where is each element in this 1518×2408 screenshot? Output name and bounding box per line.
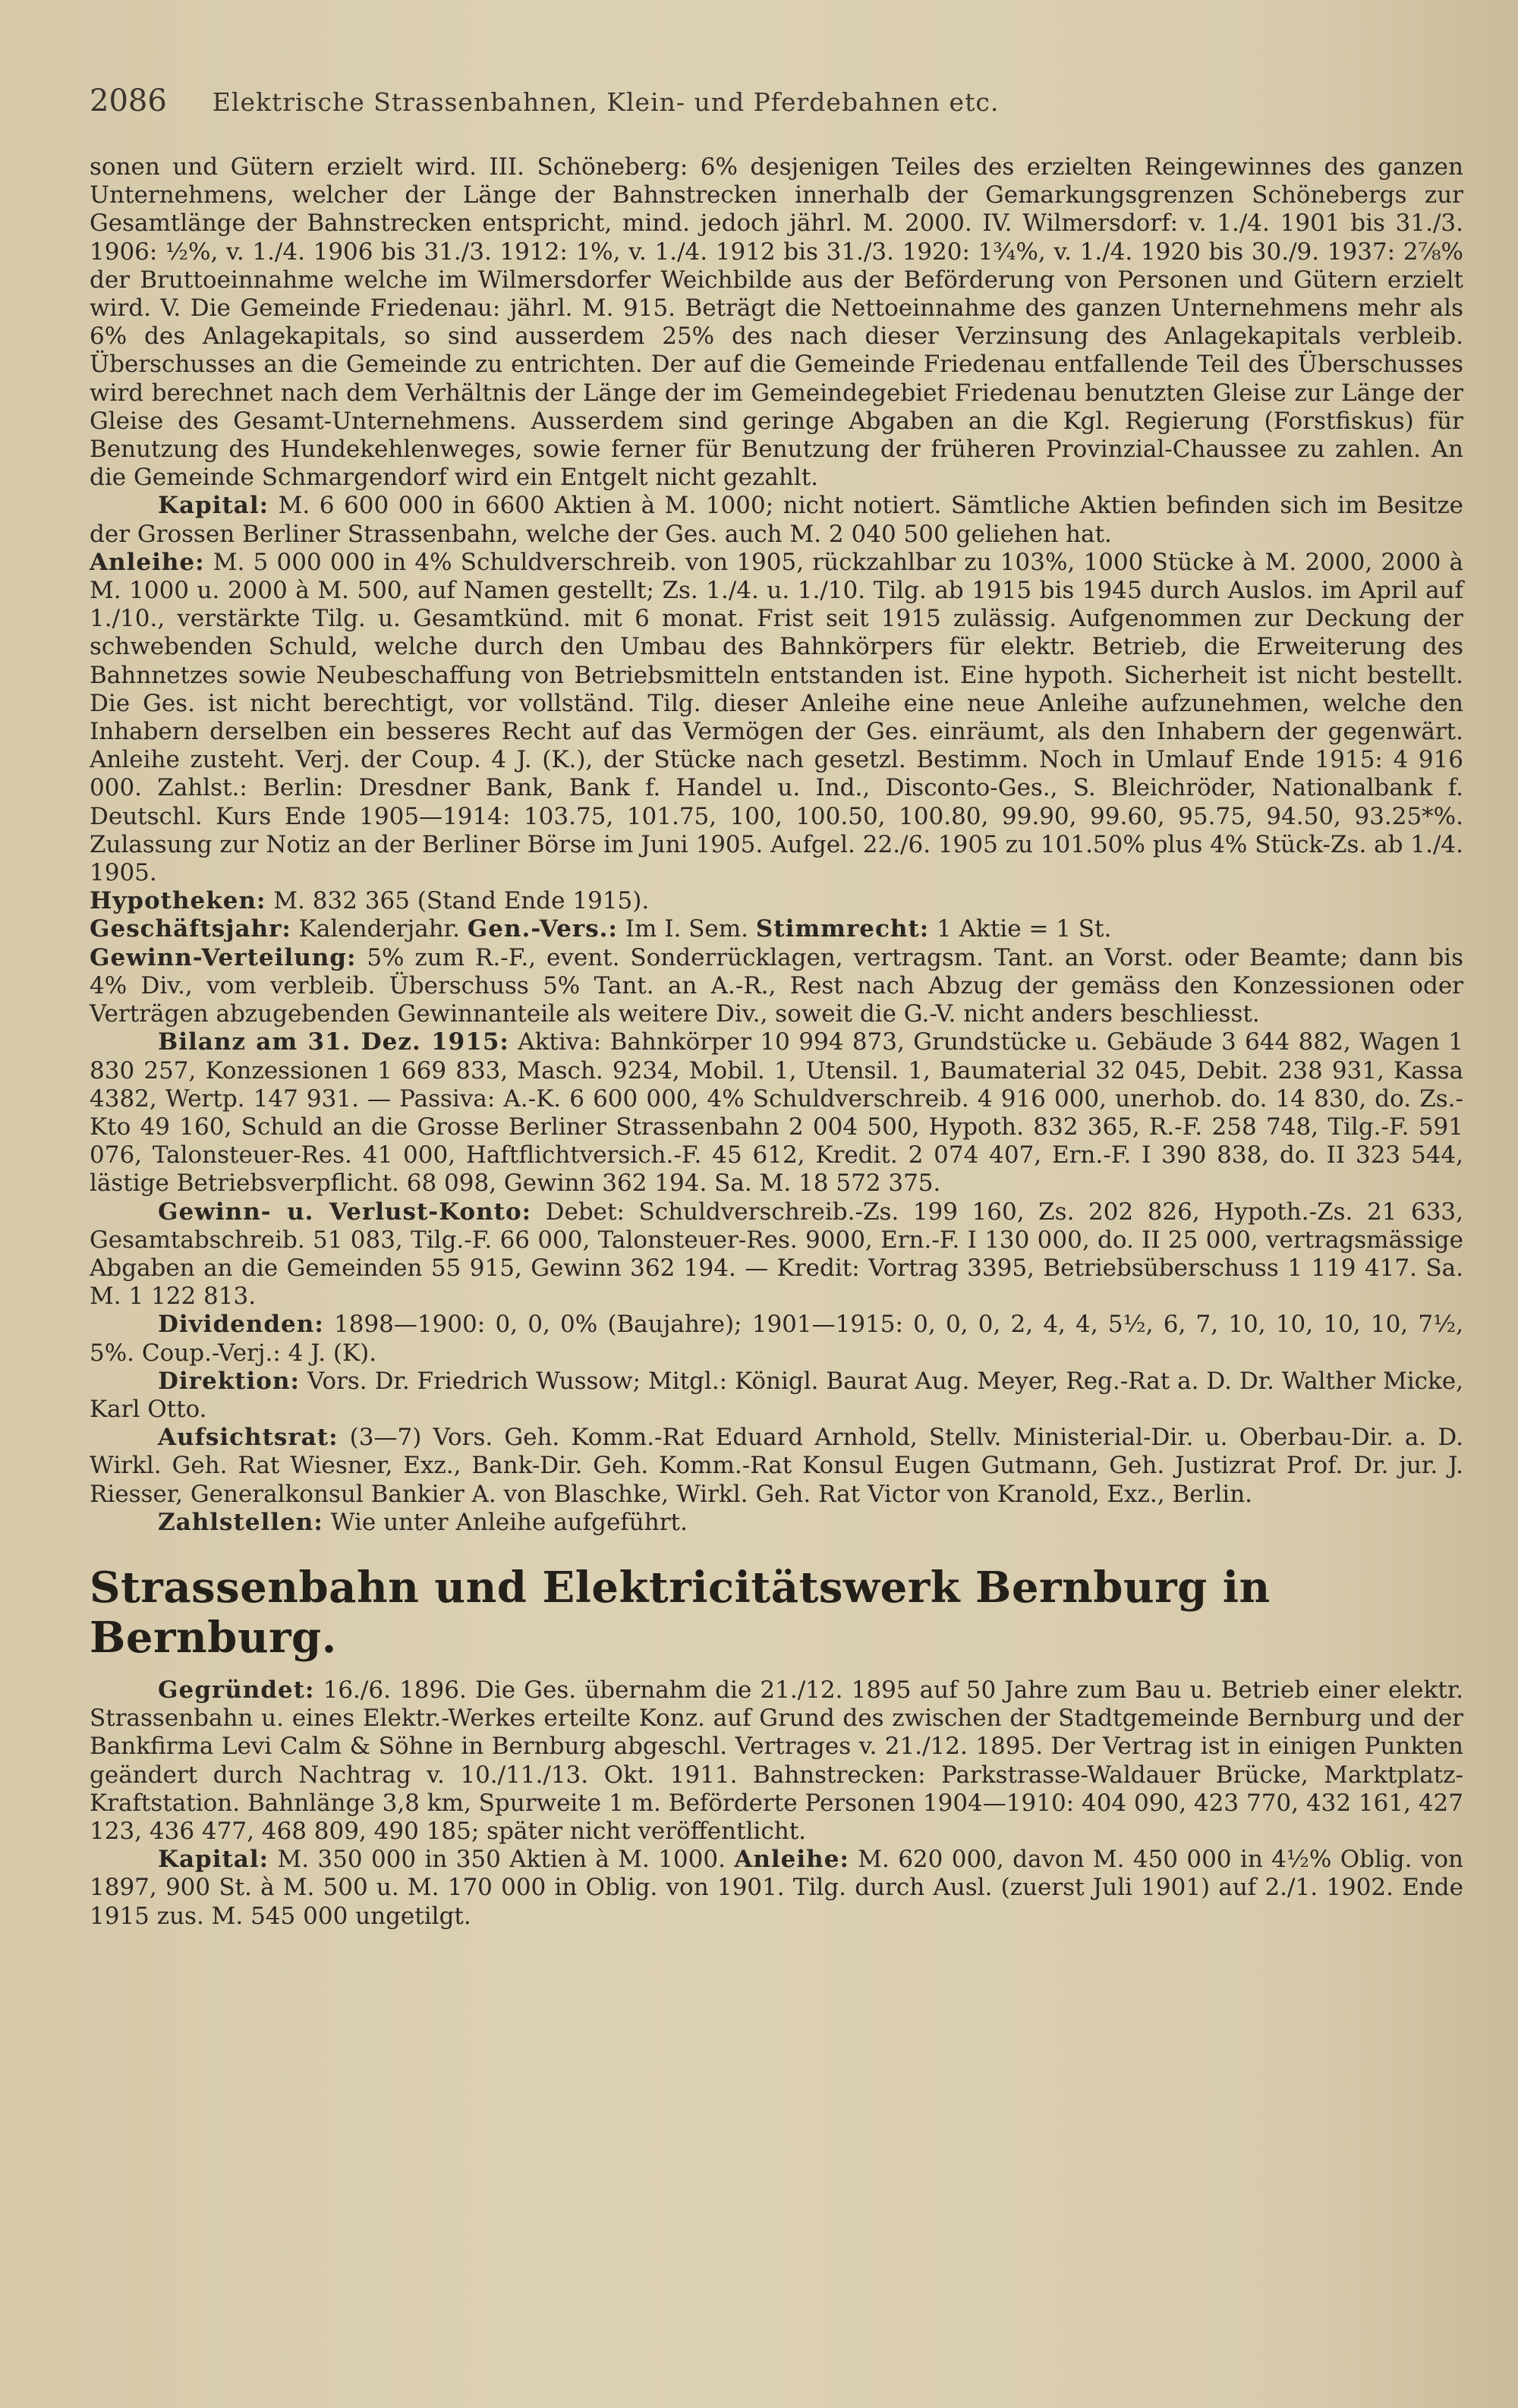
geschaeftsjahr-label: Geschäftsjahr: (90, 915, 291, 943)
dividenden-label: Dividenden: (158, 1311, 324, 1339)
guv-text: Debet: Schuldverschreib.-Zs. 199 160, Zs. 202 826, Hypoth.-Zs. 21 633, Gesamtabschreib. 51 083, Tilg.-F. 66 000, Talonsteuer-Res. 9000, Ern.-F. I 130 000, do. II 25 000, vertragsmässige Abgaben an die Gemeinden 55 915, Gewinn 362 194. — Kredit: Vortrag 3395, Betriebsüberschuss 1 119 417. Sa. M. 1 122 813. (90, 1198, 1463, 1311)
aufsichtsrat-text: (3—7) Vors. Geh. Komm.-Rat Eduard Arnhold, Stellv. Ministerial-Dir. u. Oberbau-Dir. a. D. Wirkl. Geh. Rat Wiesner, Exz., Bank-Dir. Geh. Komm.-Rat Konsul Eugen Gutmann, Geh. Justizrat Prof. Dr. jur. J. Riesser, Generalkonsul Bankier A. von Blaschke, Wirkl. Geh. Rat Victor von Kranold, Exz., Berlin. (90, 1424, 1463, 1508)
hypotheken-label: Hypotheken: (90, 887, 266, 915)
kapital-paragraph (90, 492, 1463, 548)
hypotheken-text: M. 832 365 (Stand Ende 1915). (273, 887, 650, 915)
zahlstellen-text: Wie unter Anleihe aufgeführt. (330, 1508, 688, 1536)
gv-text: Im I. Sem. (625, 915, 749, 943)
anleihe-paragraph (90, 549, 1463, 887)
hypotheken-paragraph (90, 887, 1463, 915)
dividenden-text: 1898—1900: 0, 0, 0% (Baujahre); 1901—1915: 0, 0, 0, 2, 4, 4, 5½, 6, 7, 10, 10, 10, 10, 7½, 5%. Coup.-Verj.: 4 J. (K). (90, 1311, 1463, 1367)
bilanz-text: Aktiva: Bahnkörper 10 994 873, Grundstücke u. Gebäude 3 644 882, Wagen 1 830 257, Konzessionen 1 669 833, Masch. 9234, Mobil. 1, Utensil. 1, Baumaterial 32 045, Debit. 238 931, Kassa 4382, Wertp. 147 931. — Passiva: A.-K. 6 600 000, 4% Schuldverschreib. 4 916 000, unerhob. do. 14 830, do. Zs.-Kto 49 160, Schuld an die Grosse Berliner Strassenbahn 2 004 500, Hypoth. 832 365, R.-F. 258 748, Tilg.-F. 591 076, Talonsteuer-Res. 41 000, Haftflichtversich.-F. 45 612, Kredit. 2 074 407, Ern.-F. I 390 838, do. II 323 544, lästige Betriebsverpflicht. 68 098, Gewinn 362 194. Sa. M. 18 572 375. (90, 1028, 1463, 1198)
anleihe-label: Anleihe: (90, 548, 205, 576)
gegruendet-paragraph (90, 1676, 1463, 1846)
anleihe-text: M. 5 000 000 in 4% Schuldverschreib. von 1905, rückzahlbar zu 103%, 1000 Stücke à M. 2000, 2000 à M. 1000 u. 2000 à M. 500, auf Namen gestellt; Zs. 1./4. u. 1./10. Tilg. ab 1915 bis 1945 durch Auslos. im April auf 1./10., verstärkte Tilg. u. Gesamtkünd. mit 6 monat. Frist seit 1915 zulässig. Aufgenommen zur Deckung der schwebenden Schuld, welche durch den Umbau des Bahnkörpers für elektr. Betrieb, die Erweiterung des Bahnnetzes sowie Neubeschaffung von Betriebsmitteln entstanden ist. Eine hypoth. Sicherheit ist nicht bestellt. Die Ges. ist nicht berechtigt, vor vollständ. Tilg. dieser Anleihe eine neue Anleihe aufzunehmen, welche den Inhabern derselben ein besseres Recht auf das Vermögen der Ges. einräumt, als den Inhabern der gegenwärt. Anleihe zusteht. Verj. der Coup. 4 J. (K.), der Stücke nach gesetzl. Bestimm. Noch in Umlauf Ende 1915: 4 916 000. Zahlst.: Berlin: Dresdner Bank, Bank f. Handel u. Ind., Disconto-Ges., S. Bleichröder, Nationalbank f. Deutschl. Kurs Ende 1905—1914: 103.75, 101.75, 100, 100.50, 100.80, 99.90, 99.60, 95.75, 94.50, 93.25*%. Zulassung zur Notiz an der Berliner Börse im Juni 1905. Aufgel. 22./6. 1905 zu 101.50% plus 4% Stück-Zs. ab 1./4. 1905. (90, 548, 1463, 887)
gewinnverteilung-label: Gewinn-Verteilung: (90, 943, 357, 971)
kapital-text: M. 6 600 000 in 6600 Aktien à M. 1000; nicht notiert. Sämtliche Aktien befinden sich im Besitze der Grossen Berliner Strassenbahn, welche der Ges. auch M. 2 040 500 geliehen hat. (90, 492, 1464, 548)
running-title: Elektrische Strassenbahnen, Klein- und Pferdebahnen etc. (212, 87, 1000, 117)
bilanz-label: Bilanz am 31. Dez. 1915: (158, 1028, 509, 1056)
direktion-paragraph (90, 1368, 1463, 1424)
direktion-label: Direktion: (158, 1367, 300, 1395)
geschaeftsjahr-text: Kalenderjahr. (298, 915, 460, 943)
running-header (90, 83, 1465, 118)
bernburg-anleihe-text: M. 620 000, davon M. 450 000 in 4½% Oblig. von 1897, 900 St. à M. 500 u. M. 170 000 in Oblig. von 1901. Tilg. durch Ausl. (zuerst Juli 1901) auf 2./1. 1902. Ende 1915 zus. M. 545 000 ungetilgt. (90, 1846, 1464, 1930)
bernburg-kapital-text: M. 350 000 in 350 Aktien à M. 1000. (277, 1846, 726, 1874)
section-heading-bernburg: Strassenbahn und Elektricitätswerk Bernburg in Bernburg. (90, 1562, 1271, 1663)
dividenden-paragraph (90, 1311, 1463, 1367)
direktion-text: Vors. Dr. Friedrich Wussow; Mitgl.: Königl. Baurat Aug. Meyer, Reg.-Rat a. D. Dr. Walther Micke, Karl Otto. (90, 1367, 1463, 1423)
geschaeftsjahr-paragraph (90, 915, 1463, 943)
section-grosse-berliner-entry (90, 153, 1463, 1537)
bilanz-paragraph (90, 1028, 1463, 1198)
aufsichtsrat-label: Aufsichtsrat: (158, 1424, 339, 1452)
bernburg-kapital-label: Kapital: (158, 1846, 269, 1874)
gegruendet-text: 16./6. 1896. Die Ges. übernahm die 21./12. 1895 auf 50 Jahre zum Bau u. Betrieb einer elektr. Strassenbahn u. eines Elektr.-Werkes erteilte Konz. auf Grund des zwischen der Stadtgemeinde Bernburg und der Bankfirma Levi Calm & Söhne in Bernburg abgeschl. Vertrages v. 21./12. 1895. Der Vertrag ist in einigen Punkten geändert durch Nachtrag v. 10./11./13. Okt. 1911. Bahnstrecken: Parkstrasse-Waldauer Brücke, Marktplatz-Kraftstation. Bahnlänge 3,8 km, Spurweite 1 m. Beförderte Personen 1904—1910: 404 090, 423 770, 432 161, 427 123, 436 477, 468 809, 490 185; später nicht veröffentlicht. (90, 1676, 1464, 1845)
page-number: 2086 (90, 83, 167, 118)
guv-paragraph (90, 1198, 1463, 1311)
gv-label: Gen.-Vers.: (467, 915, 618, 943)
zahlstellen-label: Zahlstellen: (158, 1508, 323, 1536)
kapital-anleihe-paragraph (90, 1846, 1463, 1931)
section-bernburg-entry (90, 1676, 1463, 1931)
zahlstellen-paragraph (90, 1509, 1463, 1537)
gewinnverteilung-paragraph (90, 944, 1463, 1029)
concession-paragraph: sonen und Gütern erzielt wird. III. Schöneberg: 6% desjenigen Teiles des erzielten Reingewinnes des ganzen Unternehmens, welcher der Länge der Bahnstrecken innerhalb der Gemarkungsgrenzen Schönebergs zur Gesamtlänge der Bahnstrecken entspricht, mind. jedoch jährl. M. 2000. IV. Wilmersdorf: v. 1./4. 1901 bis 31./3. 1906: ½%, v. 1./4. 1906 bis 31./3. 1912: 1%, v. 1./4. 1912 bis 31./3. 1920: 1¾%, v. 1./4. 1920 bis 30./9. 1937: 2⅞% der Bruttoeinnahme welche im Wilmersdorfer Weichbilde aus der Beförderung von Personen und Gütern erzielt wird. V. Die Gemeinde Friedenau: jährl. M. 915. Beträgt die Nettoeinnahme des ganzen Unternehmens mehr als 6% des Anlagekapitals, so sind ausserdem 25% des nach dieser Verzinsung des Anlagekapitals verbleib. Überschusses an die Gemeinde zu entrichten. Der auf die Gemeinde Friedenau entfallende Teil des Überschusses wird berechnet nach dem Verhältnis der Länge der im Gemeindegebiet Friedenau benutzten Gleise zur Länge der Gleise des Gesamt-Unternehmens. Ausserdem sind geringe Abgaben an die Kgl. Regierung (Forstfiskus) für Benutzung des Hundekehlenweges, sowie ferner für Benutzung der früheren Provinzial-Chaussee zu zahlen. An die Gemeinde Schmargendorf wird ein Entgelt nicht gezahlt. (90, 153, 1463, 492)
gewinnverteilung-text: 5% zum R.-F., event. Sonderrücklagen, vertragsm. Tant. an Vorst. oder Beamte; dann bis 4% Div., vom verbleib. Überschuss 5% Tant. an A.-R., Rest nach Abzug der gemäss den Konzessionen oder Verträgen abzugebenden Gewinnanteile als weitere Div., soweit die G.-V. nicht anders beschliesst. (90, 943, 1463, 1028)
guv-label: Gewinn- u. Verlust-Konto: (158, 1198, 532, 1226)
kapital-label: Kapital: (158, 492, 269, 520)
stimmrecht-text: 1 Aktie = 1 St. (937, 915, 1112, 943)
gegruendet-label: Gegründet: (158, 1676, 315, 1704)
aufsichtsrat-paragraph (90, 1424, 1463, 1509)
stimmrecht-label: Stimmrecht: (755, 915, 930, 943)
bernburg-anleihe-label: Anleihe: (734, 1846, 849, 1874)
